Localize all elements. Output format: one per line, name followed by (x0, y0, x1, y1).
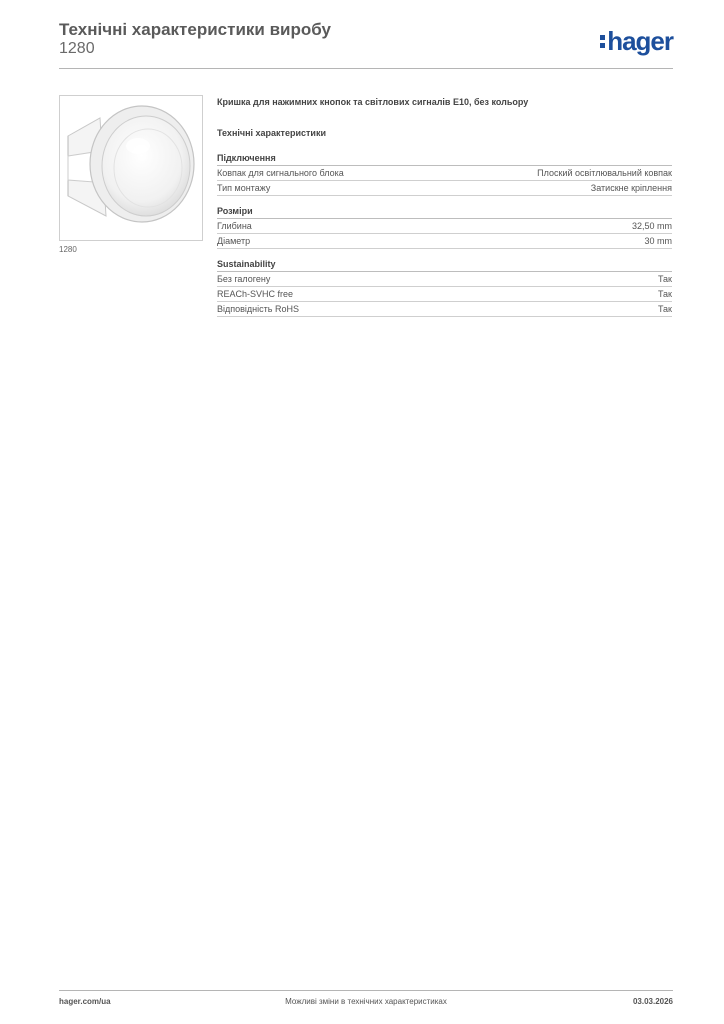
footer-site-link[interactable]: hager.com/ua (59, 997, 111, 1006)
footer-note: Можливі зміни в технічних характеристиках (285, 997, 447, 1006)
spec-row (217, 302, 672, 317)
spec-label: Відповідність RoHS (217, 304, 299, 314)
spec-value: 32,50 mm (631, 221, 672, 231)
specs-heading: Технічні характеристики (217, 128, 326, 138)
section-title: Розміри (217, 204, 672, 219)
spec-row (217, 234, 672, 249)
push-button-cap-icon (60, 96, 202, 240)
spec-label: Ковпак для сигнального блока (217, 168, 344, 178)
spec-label: Без галогену (217, 274, 271, 284)
spec-row (217, 272, 672, 287)
header-divider (59, 68, 673, 69)
spec-label: Тип монтажу (217, 183, 271, 193)
product-image (59, 95, 203, 241)
spec-label: REACh-SVHC free (217, 289, 294, 299)
footer-divider (59, 990, 673, 991)
spec-value: Так (657, 289, 672, 299)
spec-value: Так (657, 304, 672, 314)
section-title: Sustainability (217, 257, 672, 272)
spec-value: Плоский освітлювальний ковпак (537, 168, 672, 178)
logo-dots-icon (600, 35, 605, 51)
spec-content (217, 97, 672, 325)
spec-row (217, 219, 672, 234)
spec-label: Діаметр (217, 236, 251, 246)
spec-row (217, 181, 672, 196)
hager-logo[interactable] (600, 26, 673, 57)
section-dimensions (217, 204, 672, 249)
spec-value: 30 mm (644, 236, 672, 246)
page-title: Технічні характеристики виробу (59, 20, 331, 39)
spec-row (217, 287, 672, 302)
spec-value: Затискне кріплення (590, 183, 672, 193)
section-connection (217, 151, 672, 196)
image-caption: 1280 (59, 245, 77, 254)
spec-row (217, 166, 672, 181)
logo-text: hager (607, 26, 673, 56)
product-code: 1280 (59, 40, 95, 57)
product-name: Кришка для нажимних кнопок та світлових сигналів E10, без кольору (217, 97, 529, 107)
spec-value: Так (657, 274, 672, 284)
spec-label: Глибина (217, 221, 252, 231)
section-title: Підключення (217, 151, 672, 166)
section-sustainability (217, 257, 672, 317)
page-header (59, 20, 673, 70)
footer-date: 03.03.2026 (632, 997, 673, 1006)
